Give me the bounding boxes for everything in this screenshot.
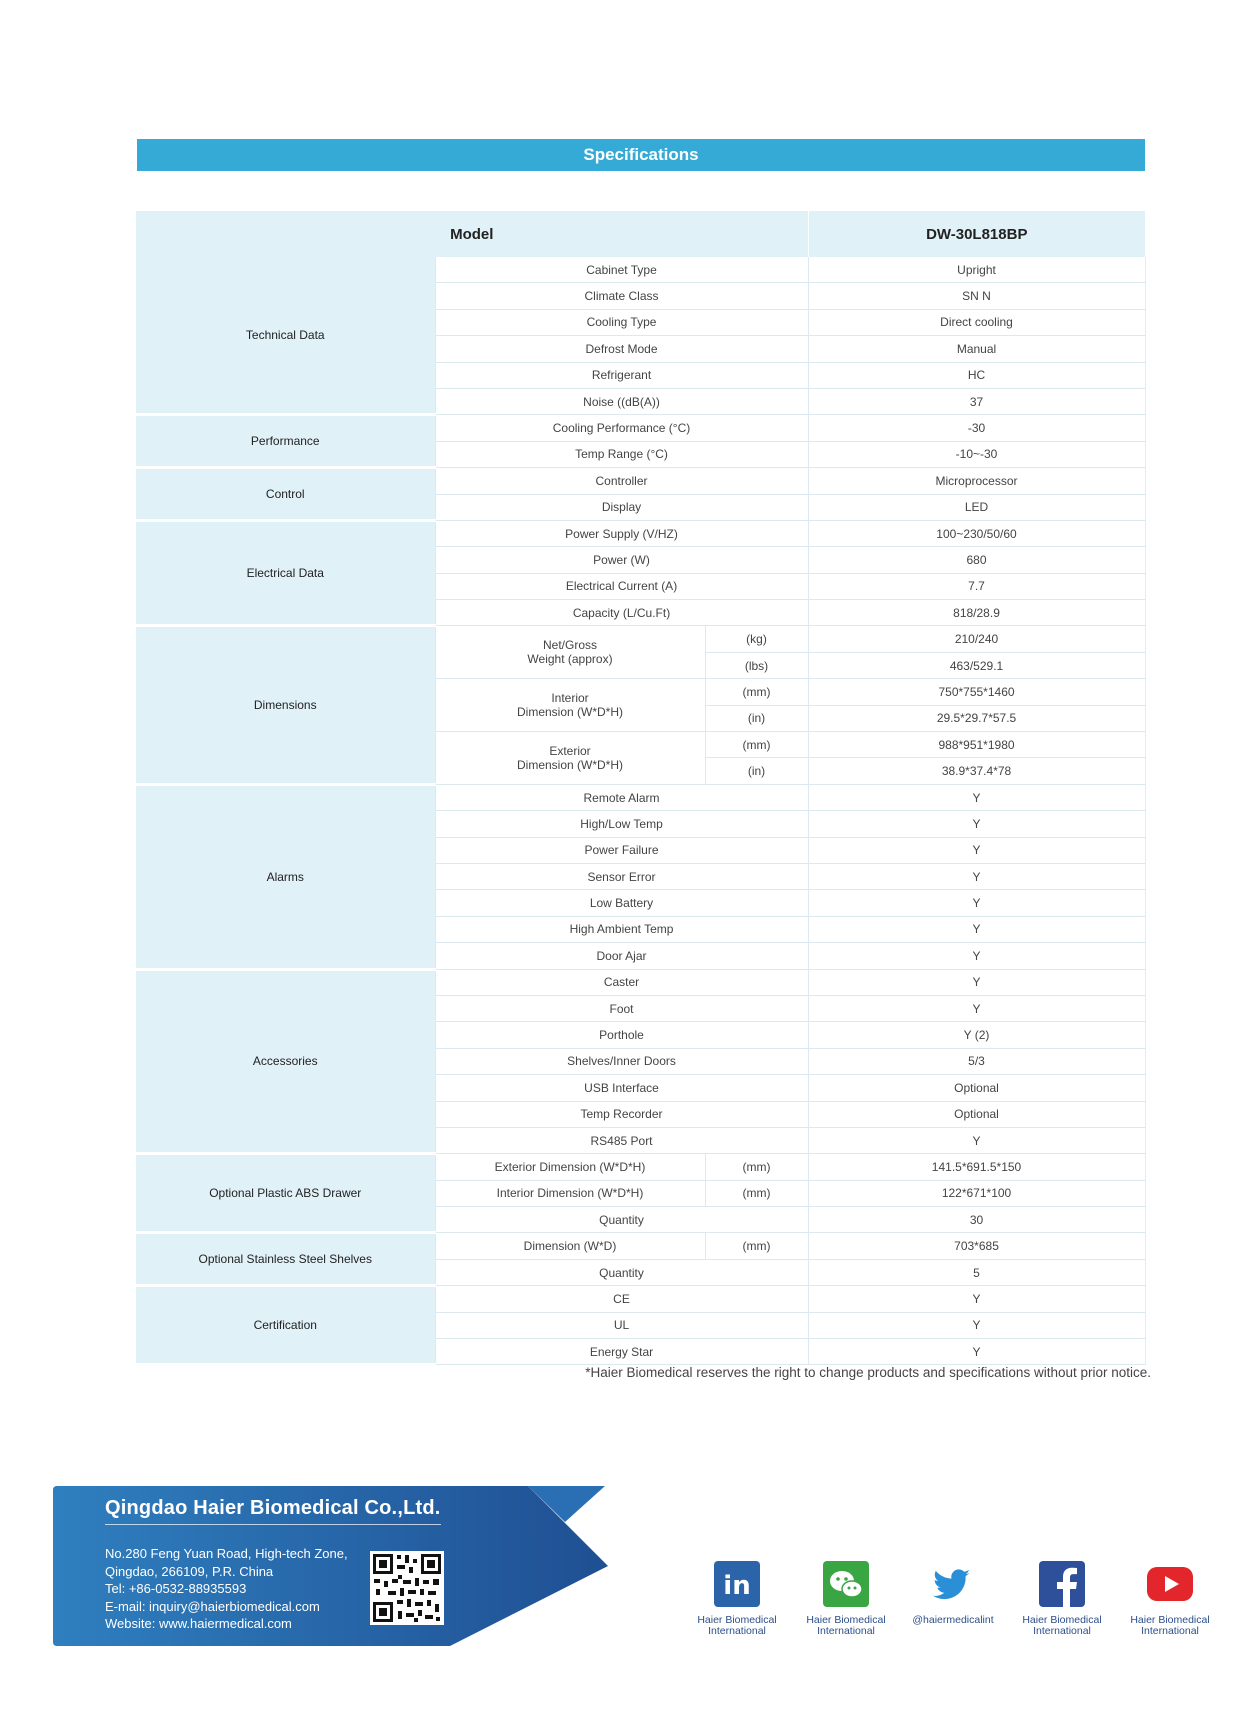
spec-value: 7.7 — [808, 573, 1145, 599]
spec-value: 5/3 — [808, 1048, 1145, 1074]
table-row — [136, 257, 1145, 283]
spec-value: 122*671*100 — [808, 1180, 1145, 1206]
spec-label: Exterior Dimension (W*D*H) — [435, 1154, 705, 1180]
spec-label: Interior Dimension (W*D*H) — [435, 1180, 705, 1206]
twitter-link[interactable] — [903, 1561, 1003, 1626]
spec-label: Climate Class — [435, 283, 808, 309]
spec-value: -10~-30 — [808, 441, 1145, 467]
spec-value: Y — [808, 863, 1145, 889]
spec-unit: (mm) — [705, 1154, 808, 1180]
group-label: Technical Data — [136, 257, 435, 415]
spec-value: Upright — [808, 257, 1145, 283]
spec-value: 5 — [808, 1259, 1145, 1285]
specifications-banner: Specifications — [137, 139, 1145, 171]
spec-value: 818/28.9 — [808, 600, 1145, 626]
spec-label: Net/Gross Weight (approx) — [435, 626, 705, 679]
spec-label: Power Failure — [435, 837, 808, 863]
spec-unit: (mm) — [705, 1180, 808, 1206]
spec-label: Door Ajar — [435, 943, 808, 969]
social-label: Haier Biomedical International — [1130, 1614, 1210, 1637]
spec-value: Y — [808, 784, 1145, 810]
spec-value: Optional — [808, 1101, 1145, 1127]
table-row — [136, 468, 1145, 494]
spec-label: Caster — [435, 969, 808, 995]
spec-value: Y — [808, 1312, 1145, 1338]
qr-code[interactable] — [370, 1551, 444, 1625]
table-row — [136, 1154, 1145, 1180]
spec-value: 30 — [808, 1207, 1145, 1233]
twitter-icon — [930, 1561, 976, 1607]
spec-value: HC — [808, 362, 1145, 388]
spec-label: Quantity — [435, 1207, 808, 1233]
spec-value: 37 — [808, 388, 1145, 414]
spec-value: Y (2) — [808, 1022, 1145, 1048]
company-name: Qingdao Haier Biomedical Co.,Ltd. — [105, 1497, 441, 1525]
table-body — [136, 257, 1145, 1365]
website-link[interactable]: Website: www.haiermedical.com — [105, 1616, 292, 1631]
spec-label: RS485 Port — [435, 1127, 808, 1153]
phone-line: Tel: +86-0532-88935593 — [105, 1581, 247, 1596]
spec-value: SN N — [808, 283, 1145, 309]
wechat-icon — [823, 1561, 869, 1607]
model-label: Model — [136, 211, 808, 257]
spec-label: Dimension (W*D) — [435, 1233, 705, 1259]
group-label: Optional Stainless Steel Shelves — [136, 1233, 435, 1286]
table-row — [136, 626, 1145, 652]
spec-unit: (kg) — [705, 626, 808, 652]
spec-value: 463/529.1 — [808, 652, 1145, 678]
social-label: Haier Biomedical International — [697, 1614, 777, 1637]
social-label: @haiermedicalint — [912, 1614, 994, 1626]
spec-value: 680 — [808, 547, 1145, 573]
spec-label: Electrical Current (A) — [435, 573, 808, 599]
spec-label: Porthole — [435, 1022, 808, 1048]
spec-value: 210/240 — [808, 626, 1145, 652]
spec-value: Y — [808, 811, 1145, 837]
spec-value: Manual — [808, 336, 1145, 362]
spec-label: High/Low Temp — [435, 811, 808, 837]
address-line: No.280 Feng Yuan Road, High-tech Zone, — [105, 1546, 348, 1561]
spec-unit: (mm) — [705, 732, 808, 758]
qr-code-icon — [370, 1551, 444, 1625]
spec-label: Shelves/Inner Doors — [435, 1048, 808, 1074]
spec-value: 100~230/50/60 — [808, 520, 1145, 546]
disclaimer-note: *Haier Biomedical reserves the right to change products and specifications without prior notice. — [585, 1365, 1151, 1380]
spec-unit: (mm) — [705, 679, 808, 705]
social-label: Haier Biomedical International — [806, 1614, 886, 1637]
table-row — [136, 520, 1145, 546]
spec-label: Low Battery — [435, 890, 808, 916]
spec-value: Y — [808, 943, 1145, 969]
spec-label: Display — [435, 494, 808, 520]
youtube-icon — [1147, 1561, 1193, 1607]
spec-label: Temp Range (°C) — [435, 441, 808, 467]
linkedin-icon — [714, 1561, 760, 1607]
group-label: Accessories — [136, 969, 435, 1154]
spec-label: Cooling Performance (°C) — [435, 415, 808, 441]
spec-value: Y — [808, 837, 1145, 863]
table-header-row — [136, 211, 1145, 257]
spec-label: CE — [435, 1286, 808, 1312]
group-label: Alarms — [136, 784, 435, 969]
spec-unit: (in) — [705, 705, 808, 731]
table-row — [136, 969, 1145, 995]
spec-value: Y — [808, 1339, 1145, 1365]
youtube-link[interactable] — [1120, 1561, 1220, 1637]
spec-label: UL — [435, 1312, 808, 1338]
group-label: Control — [136, 468, 435, 521]
facebook-icon — [1039, 1561, 1085, 1607]
spec-value: Y — [808, 890, 1145, 916]
spec-label: Noise ((dB(A)) — [435, 388, 808, 414]
spec-label: Power (W) — [435, 547, 808, 573]
group-label: Performance — [136, 415, 435, 468]
model-value: DW-30L818BP — [808, 211, 1145, 257]
social-label: Haier Biomedical International — [1022, 1614, 1102, 1637]
spec-unit: (lbs) — [705, 652, 808, 678]
spec-value: Optional — [808, 1075, 1145, 1101]
address-line: Qingdao, 266109, P.R. China — [105, 1563, 274, 1579]
spec-value: Microprocessor — [808, 468, 1145, 494]
specifications-table — [136, 211, 1146, 1366]
spec-value: LED — [808, 494, 1145, 520]
facebook-link[interactable] — [1012, 1561, 1112, 1637]
spec-label: Energy Star — [435, 1339, 808, 1365]
spec-value: Y — [808, 1127, 1145, 1153]
spec-value: 38.9*37.4*78 — [808, 758, 1145, 784]
spec-value: Y — [808, 969, 1145, 995]
spec-label: USB Interface — [435, 1075, 808, 1101]
spec-value: Y — [808, 916, 1145, 942]
spec-label: Capacity (L/Cu.Ft) — [435, 600, 808, 626]
group-label: Optional Plastic ABS Drawer — [136, 1154, 435, 1233]
svg-text:in: in — [723, 1571, 751, 1601]
spec-value: 141.5*691.5*150 — [808, 1154, 1145, 1180]
table-row — [136, 1286, 1145, 1312]
spec-label: Remote Alarm — [435, 784, 808, 810]
spec-label: Defrost Mode — [435, 336, 808, 362]
spec-label: Cabinet Type — [435, 257, 808, 283]
spec-label: Controller — [435, 468, 808, 494]
spec-unit: (in) — [705, 758, 808, 784]
spec-label: High Ambient Temp — [435, 916, 808, 942]
spec-value: 988*951*1980 — [808, 732, 1145, 758]
spec-label: Quantity — [435, 1259, 808, 1285]
group-label: Dimensions — [136, 626, 435, 784]
email-link[interactable]: E-mail: inquiry@haierbiomedical.com — [105, 1598, 320, 1614]
table-row — [136, 784, 1145, 810]
spec-label: Power Supply (V/HZ) — [435, 520, 808, 546]
spec-value: Y — [808, 995, 1145, 1021]
spec-value: Direct cooling — [808, 309, 1145, 335]
table-row — [136, 415, 1145, 441]
spec-value: 29.5*29.7*57.5 — [808, 705, 1145, 731]
spec-value: 750*755*1460 — [808, 679, 1145, 705]
spec-label: Exterior Dimension (W*D*H) — [435, 732, 705, 785]
spec-unit: (mm) — [705, 1233, 808, 1259]
spec-label: Sensor Error — [435, 863, 808, 889]
spec-label: Temp Recorder — [435, 1101, 808, 1127]
spec-value: 703*685 — [808, 1233, 1145, 1259]
spec-label: Refrigerant — [435, 362, 808, 388]
group-label: Certification — [136, 1286, 435, 1365]
spec-value: Y — [808, 1286, 1145, 1312]
spec-value: -30 — [808, 415, 1145, 441]
linkedin-link[interactable] — [687, 1561, 787, 1637]
wechat-link[interactable] — [796, 1561, 896, 1637]
group-label: Electrical Data — [136, 520, 435, 626]
table-row — [136, 1233, 1145, 1259]
spec-label: Cooling Type — [435, 309, 808, 335]
spec-label: Foot — [435, 995, 808, 1021]
spec-label: Interior Dimension (W*D*H) — [435, 679, 705, 732]
